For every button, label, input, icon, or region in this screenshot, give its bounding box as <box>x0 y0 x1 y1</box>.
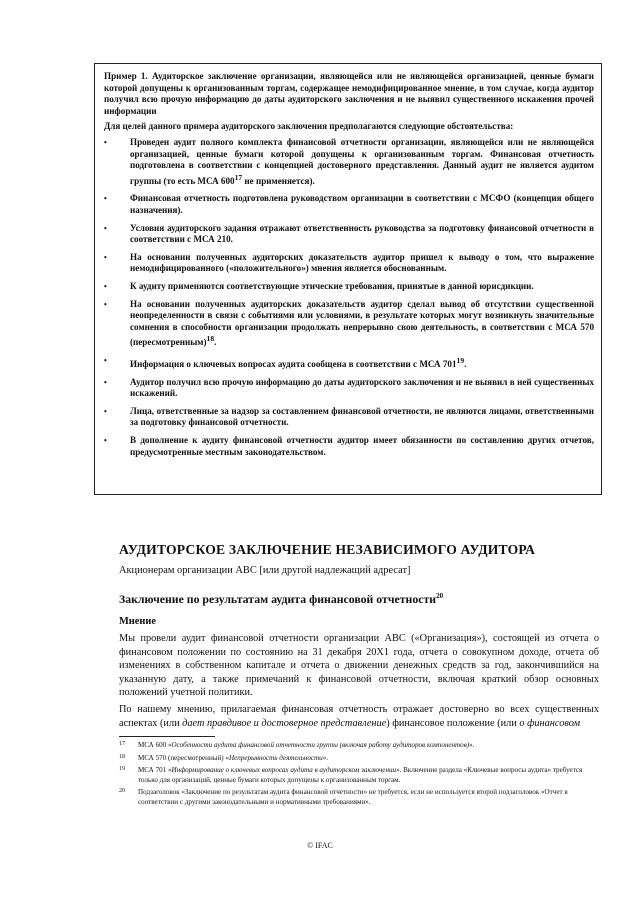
bullet-icon: • <box>104 435 107 445</box>
bullet-icon: • <box>104 355 107 365</box>
bullet-icon: • <box>104 137 107 147</box>
list-item: • Информация о ключевых вопросах аудита сообщена в соответствии с МСА $701^{19}$. <box>104 355 467 369</box>
example-title: Пример 1. Аудиторское заключение организации, являющейся или не являющейся организацией, ценные бумаги которой допущены к организованным торгам, содержащее немодифицированное мнение, в том случае, когда аудитор получил всю прочую информацию до даты аудиторского заключения и не выявил существенного искажения прочей информации <box>104 71 594 116</box>
bullet-icon: • <box>104 281 107 291</box>
footnote-ref: 19 <box>456 355 465 365</box>
assumptions-list <box>104 137 594 458</box>
bullet-icon: • <box>104 377 107 387</box>
footnote: 20 Подзаголовок «Заключение по результатам аудита финансовой отчетности» не требуется, если не используется второй подзаголовок «Отчет в соответствии с другими законодательными и нормативными требованиями». <box>119 788 568 806</box>
example-assumptions-box <box>94 63 602 495</box>
bullet-icon: • <box>104 299 107 309</box>
list-item: • К аудиту применяются соответствующие этические требования, принятые в данной юрисдикции. <box>104 280 534 291</box>
list-item: • На основании полученных аудиторских доказательств аудитор пришел к выводу о том, что выражение немодифицированного («положительного») мнения является обоснованным. <box>104 251 594 274</box>
bullet-icon: • <box>104 252 107 262</box>
opinion-subheading: Мнение <box>119 616 156 627</box>
list-item: • Финансовая отчетность подготовлена руководством организации в соответствии с МСФО (концепция общего назначения). <box>104 193 594 215</box>
footnote-ref: 18 <box>206 334 215 344</box>
report-addressee: Акционерам организации АВС [или другой надлежащий адресат] <box>119 565 411 576</box>
opinion-paragraph-1: Мы провели аудит финансовой отчетности организации АВС («Организация»), состоящей из отчета о финансовом положении по состоянию на 31 декабря 20Х1 года, отчета о совокупном доходе, отчета об изменениях в собственном капитале и отчета о движении денежных средств за год, закончившийся на указанную дату, а также примечаний к финансовой отчетности, включая краткий обзор основных положений учетной политики. <box>119 633 599 698</box>
list-item: • Проведен аудит полного комплекта финансовой отчетности организации, являющейся или не являющейся организацией, ценные бумаги которой допущены к организованным торгам. Финансовая отчетность подготовлена в соответствии с концепцией достоверного представления. Данный аудит не является аудитом группы (то есть МСА $600^{17}$ не применяется). <box>104 136 594 186</box>
list-item: • Аудитор получил всю прочую информацию до даты аудиторского заключения и не выявил в ней существенных искажений. <box>104 376 594 399</box>
example-intro: Для целей данного примера аудиторского заключения предполагаются следующие обстоятельства: <box>104 121 514 132</box>
footnote: 18 МСА 570 (пересмотренный) «Непрерывность деятельности». <box>119 753 329 762</box>
report-title: АУДИТОРСКОЕ ЗАКЛЮЧЕНИЕ НЕЗАВИСИМОГО АУДИТОРА <box>119 542 536 557</box>
footnote-divider <box>119 736 215 737</box>
footnote-ref: 20 <box>436 592 444 601</box>
footnote: 17 МСА 600 «Особенности аудита финансовой отчетности группы (включая работу аудиторов компонентов)». <box>119 741 475 749</box>
list-item: • Лица, ответственные за надзор за составлением финансовой отчетности, не являются лицами, ответственными за подготовку финансовой отчетности. <box>104 405 594 428</box>
list-item: • В дополнение к аудиту финансовой отчетности аудитор имеет обязанности по составлению других отчетов, предусмотренные местным законодательством. <box>104 434 594 457</box>
copyright-footer: © IFAC <box>307 841 333 850</box>
bullet-icon: • <box>104 194 107 204</box>
footnote: 19 МСА 701 «Информирование о ключевых вопросах аудита в аудиторском заключении». Включение раздела «Ключевые вопросы аудита» требуется только для организаций, ценные бумаги которых допущены к организованным торгам. <box>119 766 583 784</box>
list-item: • Условия аудиторского задания отражают ответственность руководства за подготовку финансовой отчетности в соответствии с МСА 210. <box>104 222 594 245</box>
bullet-icon: • <box>104 406 107 416</box>
bullet-icon: • <box>104 223 107 233</box>
opinion-paragraph-2: По нашему мнению, прилагаемая финансовая отчетность отражает достоверно во всех существенных аспектах (или дает правдивое и достоверное представление) финансовое положение (или о финансовом <box>119 704 599 729</box>
section-heading: Заключение по результатам аудита финансовой отчетности$^{20}$ <box>119 592 444 606</box>
list-item: • На основании полученных аудиторских доказательств аудитор сделал вывод об отсутствии существенной неопределенности в связи с событиями или условиями, в результате которых могут возникнуть значительные сомнения в способности организации продолжать непрерывно свою деятельность, в соответствии с МСА 570 (пересмотренным)$^{18}$. <box>104 298 594 348</box>
footnotes <box>119 741 603 811</box>
footnote-ref: 17 <box>234 172 243 182</box>
